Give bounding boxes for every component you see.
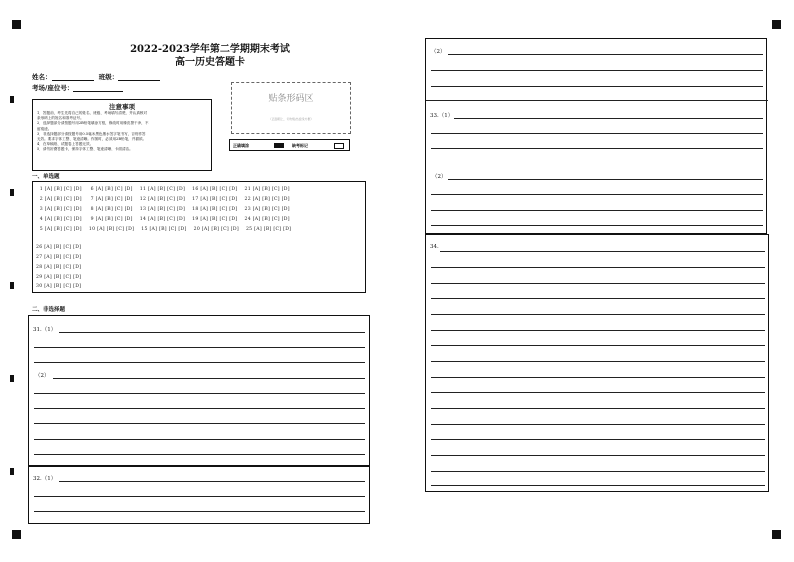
answer-line[interactable] bbox=[431, 283, 765, 284]
notes-item: 3．非选择题部分请按题号用0.5毫米黑色墨水签字笔书写，否则作答 bbox=[37, 131, 146, 136]
mcq-row[interactable]: 28 [A] [B] [C] [D] bbox=[36, 265, 82, 270]
answer-line[interactable] bbox=[431, 455, 765, 456]
divider bbox=[426, 100, 768, 101]
mcq-grid bbox=[32, 181, 366, 293]
answer-line[interactable] bbox=[454, 118, 763, 119]
answer-line[interactable] bbox=[431, 133, 763, 134]
q32-1-label: 32.（1） bbox=[33, 476, 57, 482]
answer-line[interactable] bbox=[431, 330, 765, 331]
mcq-row[interactable]: 26 [A] [B] [C] [D] bbox=[36, 245, 82, 250]
room-label: 考场/座位号： bbox=[32, 84, 74, 92]
answer-line[interactable] bbox=[431, 225, 763, 226]
section1-title: 一、单选题 bbox=[32, 174, 60, 180]
timing-mark bbox=[10, 468, 14, 475]
answer-line[interactable] bbox=[53, 378, 365, 379]
corner-mark bbox=[772, 20, 781, 29]
fill-legend bbox=[229, 139, 350, 151]
timing-mark bbox=[10, 375, 14, 382]
name-blank[interactable] bbox=[52, 74, 94, 81]
answer-line[interactable] bbox=[431, 439, 765, 440]
q32-2-label: （2） bbox=[431, 49, 446, 55]
answer-line[interactable] bbox=[34, 454, 365, 455]
answer-line[interactable] bbox=[431, 408, 765, 409]
name-label: 姓名： bbox=[32, 73, 52, 81]
mcq-row[interactable]: 29 [A] [B] [C] [D] bbox=[36, 275, 82, 280]
answer-line[interactable] bbox=[431, 86, 763, 87]
answer-box-q32[interactable] bbox=[28, 466, 370, 524]
answer-line[interactable] bbox=[431, 345, 765, 346]
answer-line[interactable] bbox=[34, 439, 365, 440]
answer-box-q34[interactable] bbox=[425, 234, 769, 492]
section2-title: 二、非选择题 bbox=[32, 307, 66, 313]
notes-item: 2．选择题部分请按题号用2B铅笔填涂方框，修改时用橡皮擦干净，不 bbox=[37, 121, 149, 126]
answer-line[interactable] bbox=[431, 298, 765, 299]
mcq-row[interactable]: 27 [A] [B] [C] [D] bbox=[36, 255, 82, 260]
card-subtitle: 高一历史答题卡 bbox=[175, 57, 245, 68]
notes-item: 5．请勿折叠答题卡，保持字体工整、笔迹清晰、卡面清洁。 bbox=[37, 147, 133, 152]
barcode-area bbox=[231, 82, 351, 134]
q33-2-label: （2） bbox=[432, 174, 447, 180]
exam-title: 2022-2023学年第二学期期末考试 bbox=[130, 44, 290, 55]
answer-box-q32-q33[interactable] bbox=[425, 38, 767, 234]
notes-item: 条形码上的姓名和准考证号。 bbox=[37, 116, 84, 121]
answer-line[interactable] bbox=[431, 267, 765, 268]
answer-line[interactable] bbox=[431, 424, 765, 425]
notes-item: 无效。要求字体工整、笔迹清晰。作图时，必须用2B铅笔，并描浓。 bbox=[37, 137, 147, 142]
corner-mark bbox=[12, 530, 21, 539]
answer-line[interactable] bbox=[440, 251, 765, 252]
answer-line[interactable] bbox=[34, 511, 365, 512]
corner-mark bbox=[12, 20, 21, 29]
timing-mark bbox=[10, 282, 14, 289]
name-field[interactable] bbox=[32, 72, 160, 81]
answer-line[interactable] bbox=[34, 496, 365, 497]
q33-1-label: 33.（1） bbox=[430, 113, 454, 119]
notes-item: 留痕迹。 bbox=[37, 126, 52, 131]
corner-mark bbox=[772, 530, 781, 539]
room-blank[interactable] bbox=[73, 85, 123, 92]
answer-box-q31[interactable] bbox=[28, 315, 370, 466]
answer-line[interactable] bbox=[34, 362, 365, 363]
mcq-row[interactable]: 2 [A] [B] [C] [D] 7 [A] [B] [C] [D] 12 [A] [B] [C] [D] 17 [A] [B] [C] [D] 22 [A] [B] [C] [D] bbox=[38, 197, 290, 202]
answer-line[interactable] bbox=[431, 471, 765, 472]
correct-fill-label: 正确填涂 bbox=[233, 143, 249, 148]
mcq-row[interactable]: 5 [A] [B] [C] [D] 10 [A] [B] [C] [D] 15 [A] [B] [C] [D] 20 [A] [B] [C] [D] 25 [A] [B] [C] [D] bbox=[38, 227, 292, 232]
class-blank[interactable] bbox=[118, 74, 160, 81]
q31-2-label: （2） bbox=[35, 373, 50, 379]
barcode-label: 贴条形码区 bbox=[268, 94, 314, 104]
absent-checkbox[interactable] bbox=[334, 143, 344, 149]
answer-line[interactable] bbox=[431, 148, 763, 149]
filled-box-icon bbox=[274, 143, 284, 148]
answer-line[interactable] bbox=[59, 481, 365, 482]
notes-title: 注意事项 bbox=[109, 103, 135, 111]
answer-line[interactable] bbox=[34, 347, 365, 348]
answer-line[interactable] bbox=[59, 332, 365, 333]
answer-line[interactable] bbox=[431, 377, 765, 378]
answer-line[interactable] bbox=[431, 392, 765, 393]
absent-mark-label: 缺考标记 bbox=[292, 143, 308, 148]
notes-box bbox=[32, 99, 212, 171]
mcq-row[interactable]: 1 [A] [B] [C] [D] 6 [A] [B] [C] [D] 11 [A] [B] [C] [D] 16 [A] [B] [C] [D] 21 [A] [B] [C] [D] bbox=[38, 187, 290, 192]
answer-line[interactable] bbox=[34, 393, 365, 394]
timing-mark bbox=[10, 189, 14, 196]
class-label: 班级： bbox=[98, 73, 119, 81]
answer-line[interactable] bbox=[431, 210, 763, 211]
barcode-note: （正面朝上，切勿贴出虚线方框） bbox=[268, 117, 314, 121]
q34-label: 34. bbox=[430, 244, 439, 250]
answer-line[interactable] bbox=[431, 361, 765, 362]
answer-line[interactable] bbox=[34, 408, 365, 409]
answer-line[interactable] bbox=[448, 179, 763, 180]
mcq-row[interactable]: 3 [A] [B] [C] [D] 8 [A] [B] [C] [D] 13 [A] [B] [C] [D] 18 [A] [B] [C] [D] 23 [A] [B] [C] [D] bbox=[38, 207, 290, 212]
answer-line[interactable] bbox=[448, 54, 763, 55]
mcq-row[interactable]: 4 [A] [B] [C] [D] 9 [A] [B] [C] [D] 14 [A] [B] [C] [D] 19 [A] [B] [C] [D] 24 [A] [B] [C] [D] bbox=[38, 217, 290, 222]
room-field[interactable] bbox=[32, 83, 123, 92]
answer-line[interactable] bbox=[431, 194, 763, 195]
answer-line[interactable] bbox=[431, 485, 765, 486]
notes-item: 4．在草稿纸、试题卷上答题无效。 bbox=[37, 142, 94, 147]
answer-line[interactable] bbox=[431, 70, 763, 71]
timing-mark bbox=[10, 96, 14, 103]
mcq-row[interactable]: 30 [A] [B] [C] [D] bbox=[36, 284, 82, 289]
answer-line[interactable] bbox=[34, 423, 365, 424]
q31-1-label: 31.（1） bbox=[33, 327, 57, 333]
answer-line[interactable] bbox=[431, 314, 765, 315]
notes-item: 1．答题前，考生先将自己的姓名、班级、考场填写清楚，并认真核对 bbox=[37, 111, 148, 115]
